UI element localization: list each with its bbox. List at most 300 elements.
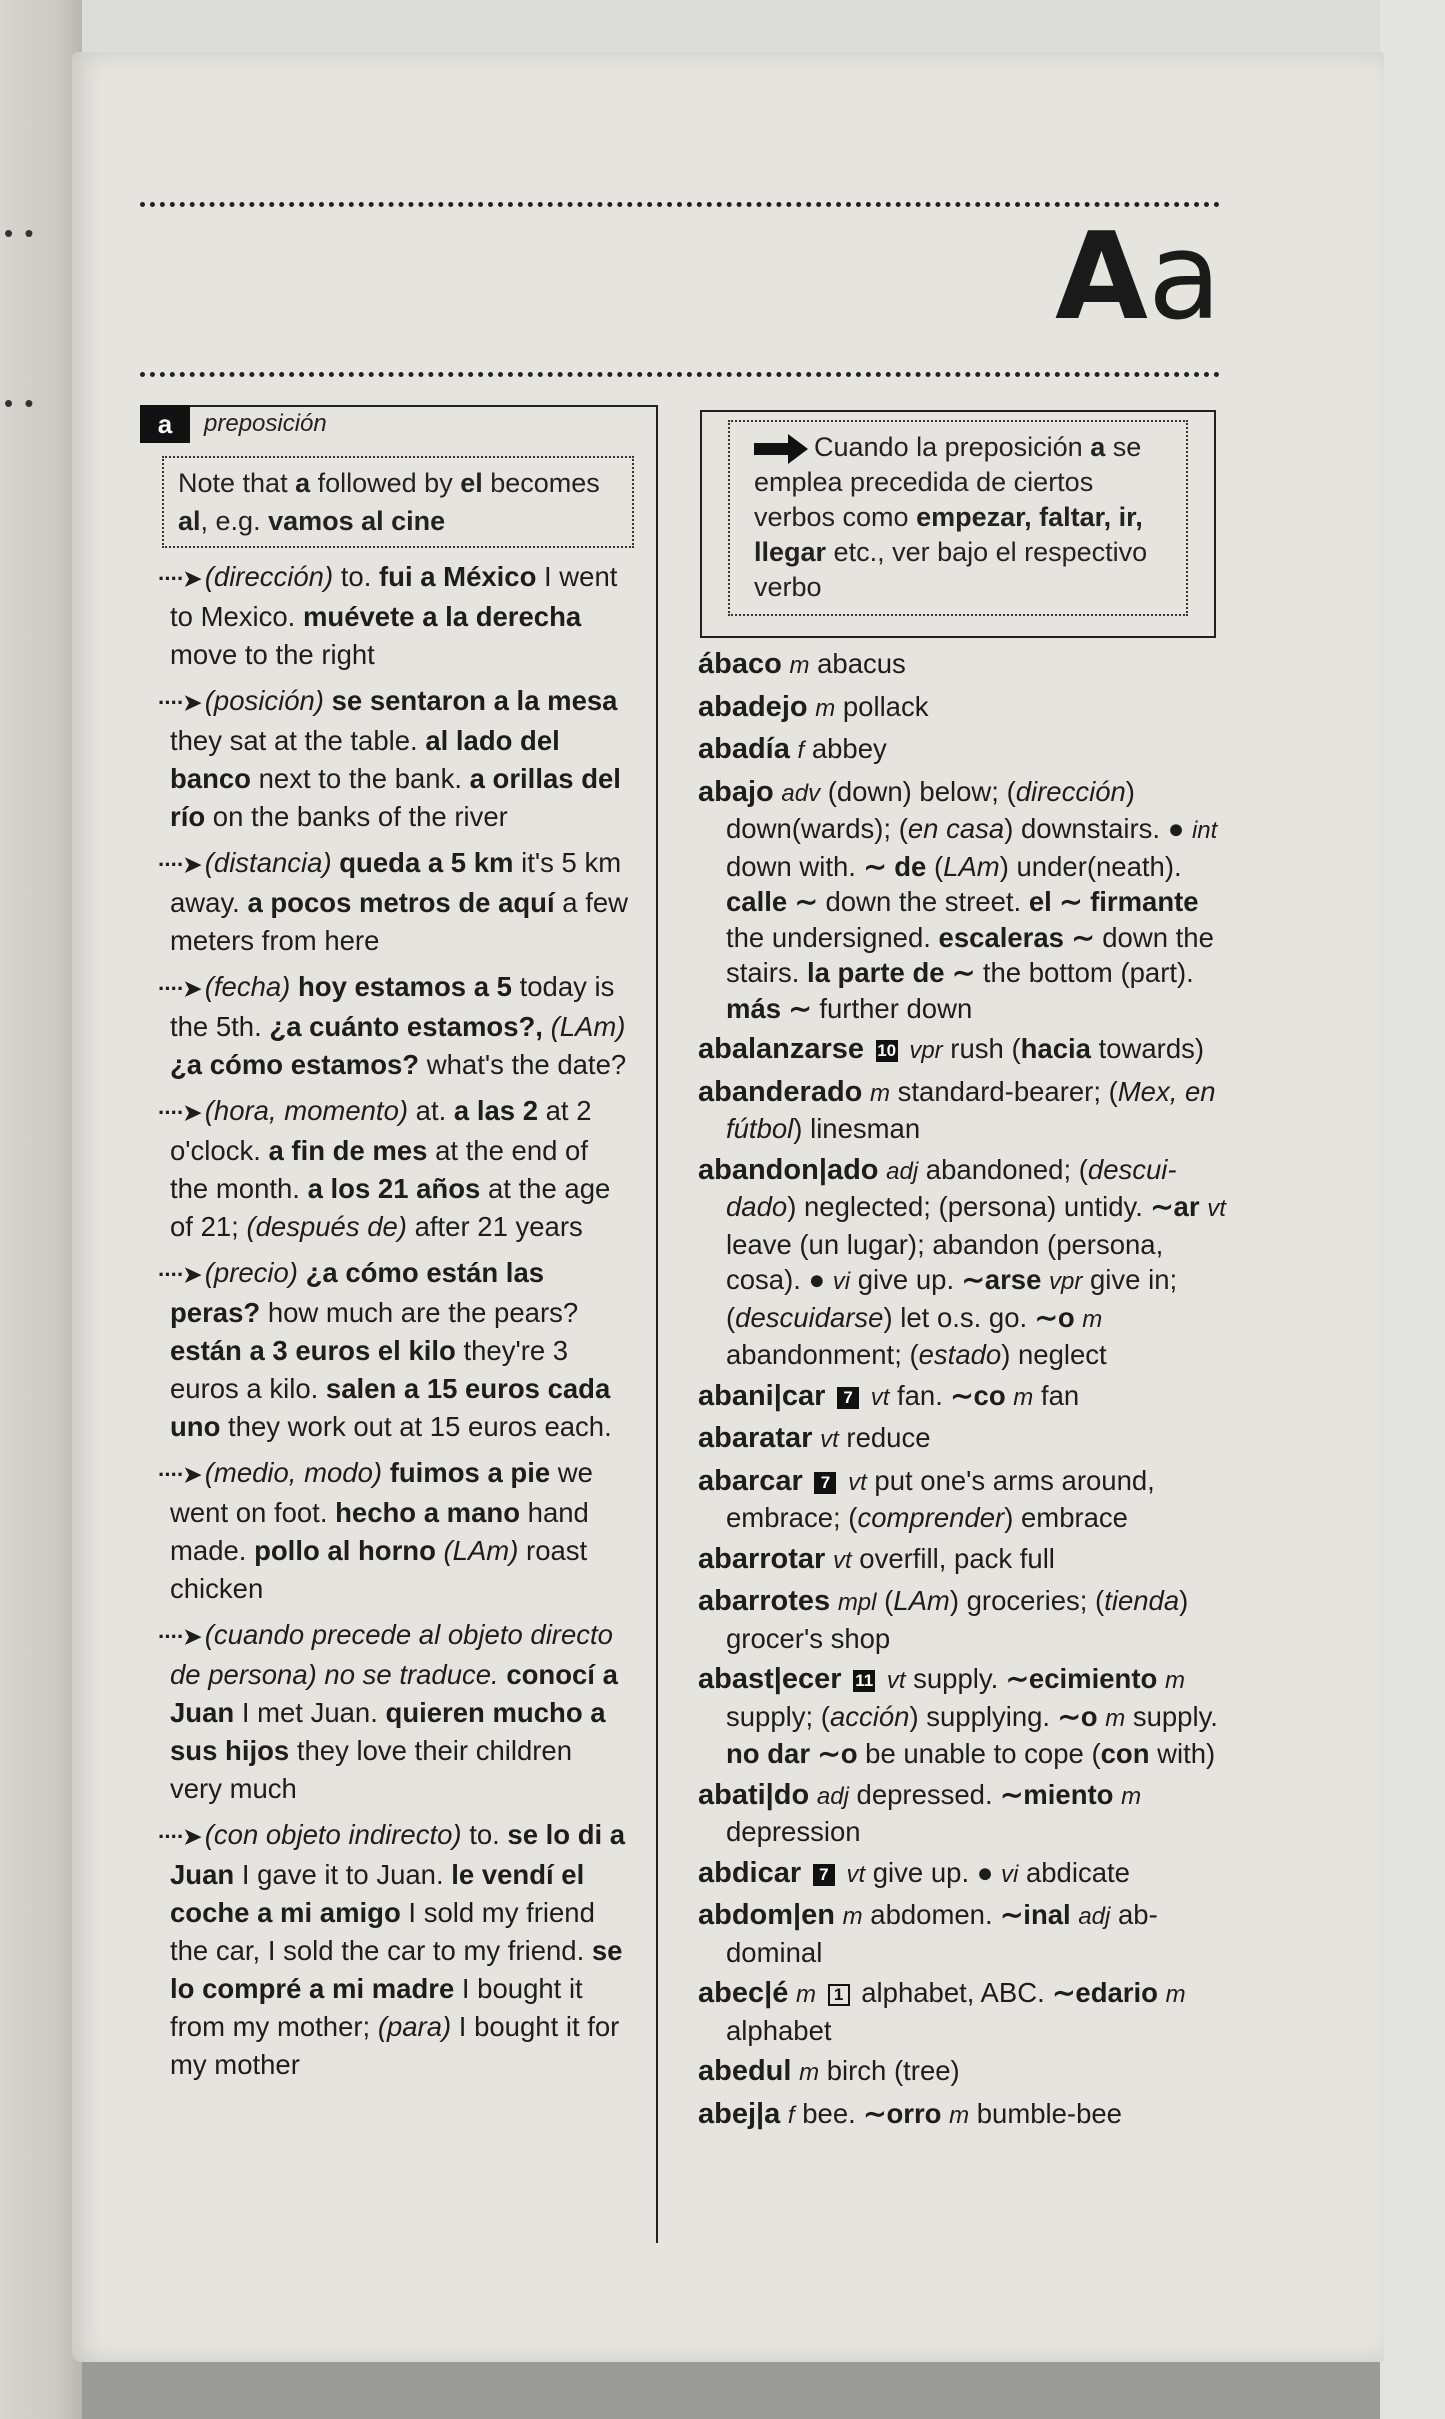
phrase: ¿a cómo estamos? <box>170 1049 420 1080</box>
text-run: they love their children very much <box>170 1735 572 1804</box>
text-run: ) supplying. <box>909 1700 1058 1732</box>
text-run: at the end of the month. <box>170 1135 588 1204</box>
phrase: el <box>460 468 483 498</box>
phrase: se lo di a Juan <box>170 1819 626 1890</box>
grammar-label: m <box>795 1981 816 2008</box>
text-run <box>863 1380 871 1411</box>
headword: abandon|ado <box>698 1153 879 1186</box>
gloss-note: (para) <box>377 2011 452 2042</box>
conjugation-number-badge: 7 <box>837 1387 859 1409</box>
arrow-right-icon <box>754 438 806 460</box>
text-run: I bought it from my mother; <box>170 1973 583 2042</box>
text-run: on the banks of the river <box>205 801 508 832</box>
reference-text <box>754 432 1147 602</box>
text-run: abacus <box>809 648 906 679</box>
grammar-label: m <box>1164 1667 1185 1694</box>
headword: abec|é <box>698 1977 789 2009</box>
text-run: ) under(neath). <box>999 850 1182 882</box>
section-letter <box>1055 208 1222 348</box>
dotted-rule-top <box>140 202 1220 207</box>
text-run: bumble-bee <box>969 2097 1122 2129</box>
gloss-note: comprender <box>857 1502 1005 1533</box>
text-run <box>290 971 298 1002</box>
phrase: a las 2 <box>453 1095 538 1126</box>
grammar-label: vt <box>848 1468 867 1496</box>
phrase: empezar, faltar, ir, llegar <box>754 502 1143 567</box>
sense-arrow-icon: ····➤ <box>158 1824 201 1849</box>
text-run: be unable to cope ( <box>857 1738 1101 1769</box>
sense-arrow-icon: ····➤ <box>158 976 201 1001</box>
text-run: give up. ● <box>865 1856 1001 1888</box>
text-run: how much are the pears? <box>260 1297 579 1328</box>
text-run: at the age of 21; <box>170 1173 611 1242</box>
text-run <box>803 1465 811 1496</box>
gloss-note: LAm <box>893 1585 950 1616</box>
dictionary-entry <box>698 774 1228 1027</box>
text-run <box>879 1663 887 1694</box>
text-run: further down <box>811 992 973 1024</box>
text-run <box>788 1977 796 2008</box>
text-run <box>842 1663 850 1694</box>
headword: abarrotes <box>698 1585 831 1617</box>
sense-item <box>158 1454 628 1608</box>
background-right <box>1380 0 1445 2419</box>
gloss-note: (cuando precede al objeto directo de persona) no se traduce. <box>170 1619 613 1690</box>
phrase: ¿a cómo están las peras? <box>170 1257 545 1328</box>
phrase: le vendí el coche a mi amigo <box>170 1859 585 1928</box>
phrase: fui a México <box>378 561 537 592</box>
gloss-note: (después de) <box>246 1211 407 1242</box>
text-run <box>840 1465 848 1496</box>
text-run: give in; ( <box>726 1264 1178 1333</box>
phrase: con <box>1100 1738 1150 1769</box>
grammar-label: m <box>949 2101 970 2129</box>
headword: abani|car <box>698 1379 826 1412</box>
text-run: ) downstairs. ● <box>1004 813 1192 844</box>
phrase: ∼miento <box>1000 1778 1114 1810</box>
gloss-note: estado <box>918 1339 1002 1370</box>
grammar-label: adj <box>886 1157 919 1185</box>
grammar-label: adj <box>816 1782 849 1810</box>
sense-item <box>158 1092 628 1246</box>
phrase: a los 21 años <box>307 1173 481 1204</box>
grammar-label: adj <box>1078 1903 1111 1930</box>
sense-item <box>158 968 628 1084</box>
grammar-label: vt <box>832 1546 852 1574</box>
gloss-note: (fecha) <box>204 971 291 1002</box>
conjugation-number-badge: 1 <box>828 1984 850 2006</box>
phrase: no dar ∼o <box>726 1738 858 1769</box>
sense-item <box>158 1816 628 2084</box>
dictionary-entry <box>698 689 1228 727</box>
headword: abdom|en <box>698 1899 836 1931</box>
text-run: etc., ver bajo el respectivo verbo <box>754 537 1148 602</box>
margin-dots: • • <box>4 218 36 248</box>
text-run: followed by <box>310 468 461 498</box>
text-run: I met Juan. <box>234 1697 386 1728</box>
gloss-note: descuidado <box>726 1153 1177 1222</box>
phrase: ∼o <box>1057 1700 1098 1732</box>
text-run <box>825 1543 833 1574</box>
sense-item <box>158 1254 628 1446</box>
phrase: a fin de mes <box>268 1135 428 1166</box>
dictionary-entry <box>698 1031 1228 1069</box>
text-run: at 2 o'clock. <box>170 1095 592 1166</box>
dictionary-entry <box>698 1378 1228 1416</box>
text-run <box>825 1380 833 1411</box>
text-run: alphabet, ABC. <box>853 1977 1053 2008</box>
grammar-label: vi <box>832 1268 851 1295</box>
text-run <box>1113 1779 1121 1810</box>
gloss-note: (LAm) <box>443 1535 519 1566</box>
sense-item <box>158 844 628 960</box>
phrase: fuimos a pie <box>389 1457 551 1488</box>
text-run: Note that <box>178 468 296 498</box>
text-run: depression <box>726 1816 861 1847</box>
phrase: se lo compré a mi madre <box>170 1935 623 2004</box>
headword-a: a <box>140 405 190 443</box>
headword: abarrotar <box>698 1542 826 1575</box>
text-run: hand made. <box>170 1497 589 1566</box>
text-run: ( <box>926 850 944 882</box>
gloss-note: (hora, momento) <box>204 1095 409 1126</box>
text-run: supply. <box>905 1663 1006 1694</box>
text-run <box>941 2098 949 2129</box>
text-run: reduce <box>838 1422 931 1453</box>
text-run <box>879 1154 887 1185</box>
text-run <box>791 2055 799 2086</box>
dictionary-entry <box>698 1074 1228 1147</box>
gloss-note: tienda <box>1104 1585 1180 1616</box>
grammar-label: vt <box>886 1667 906 1694</box>
text-run: down the stairs. <box>726 921 1214 988</box>
text-run: (down) below; ( <box>820 775 1016 807</box>
text-run <box>809 1779 817 1810</box>
dictionary-entry <box>698 1975 1228 2048</box>
text-run: it's 5 km away. <box>170 847 622 918</box>
text-run <box>830 1585 838 1616</box>
dictionary-entry <box>698 2096 1228 2134</box>
phrase: al <box>178 506 201 536</box>
text-run <box>1158 1977 1166 2008</box>
text-run <box>543 1011 551 1042</box>
gloss-note: (precio) <box>204 1257 298 1288</box>
headword: abanderado <box>698 1075 863 1108</box>
phrase: la parte de ∼ <box>806 957 976 988</box>
phrase: a orillas del río <box>170 763 621 832</box>
dictionary-entry <box>698 1420 1228 1458</box>
text-run: supply; ( <box>726 1700 830 1732</box>
sense-arrow-icon: ····➤ <box>158 1262 201 1287</box>
phrase: ∼o <box>1034 1301 1075 1333</box>
text-run: they're 3 euros a kilo. <box>170 1335 569 1404</box>
headword: abalanzarse <box>698 1033 865 1065</box>
phrase: ∼orro <box>863 2097 942 2129</box>
phrase: queda a 5 km <box>339 847 514 878</box>
phrase: están a 3 euros el kilo <box>170 1335 456 1366</box>
text-run: ) let o.s. go. <box>883 1301 1035 1333</box>
dictionary-entry <box>698 646 1228 684</box>
text-run: se emplea precedida de ciertos verbos como <box>754 432 1142 532</box>
phrase: a pocos metros de aquí <box>247 887 555 918</box>
text-run: we went on foot. <box>170 1457 593 1528</box>
phrase: muévete a la derecha <box>302 601 582 632</box>
sense-arrow-icon: ····➤ <box>158 690 201 715</box>
text-run: , e.g. <box>200 506 269 536</box>
text-run <box>801 1857 809 1888</box>
text-run: overfill, pack full <box>851 1542 1055 1574</box>
text-run: ) linesman <box>793 1113 921 1144</box>
text-run: ) grocer's shop <box>726 1585 1189 1654</box>
text-run: pollack <box>835 690 929 722</box>
dotted-rule-bottom <box>140 372 1220 377</box>
text-run <box>816 1977 824 2008</box>
entry-a-header <box>140 405 327 443</box>
text-run: fan. <box>889 1379 951 1411</box>
dictionary-entry <box>698 1583 1228 1656</box>
sense-arrow-icon: ····➤ <box>158 1462 201 1487</box>
text-run: down with. <box>726 850 864 882</box>
phrase: a <box>1090 432 1106 462</box>
headword: ábaco <box>698 648 782 680</box>
previous-page-edge <box>0 0 82 2419</box>
text-run: alphabet <box>726 2014 832 2046</box>
dictionary-entry <box>698 1152 1228 1373</box>
text-run: the undersigned. <box>726 921 939 953</box>
grammar-label: vi <box>1000 1860 1019 1888</box>
phrase: hecho a mano <box>335 1497 521 1528</box>
phrase: hoy estamos a 5 <box>297 971 512 1002</box>
grammar-label: vpr <box>909 1037 943 1064</box>
phrase: ∼co <box>950 1379 1006 1411</box>
sense-item <box>158 558 628 674</box>
text-run: I sold my friend the car, I sold the car to my friend. <box>170 1897 595 1966</box>
phrase: se sentaron a la mesa <box>331 685 618 716</box>
sense-item <box>158 1616 628 1808</box>
text-run <box>1157 1663 1165 1694</box>
phrase: ∼inal <box>1000 1899 1071 1930</box>
gloss-note: (LAm) <box>550 1011 626 1042</box>
text-run <box>812 1422 820 1453</box>
text-run: I went to Mexico. <box>170 561 618 632</box>
text-run: put one's arms around, embrace; ( <box>726 1464 1155 1533</box>
dictionary-entry <box>698 1897 1228 1970</box>
text-run: becomes <box>482 468 600 498</box>
text-run: abandonment; ( <box>726 1339 919 1370</box>
gloss-note: en casa <box>907 813 1005 844</box>
entry-list <box>698 646 1228 2138</box>
reference-note <box>728 420 1188 616</box>
sense-arrow-icon: ····➤ <box>158 566 201 591</box>
grammar-label: f <box>797 737 805 764</box>
grammar-label: m <box>1165 1981 1186 2008</box>
gloss-note: descuidarse <box>735 1301 884 1333</box>
dictionary-entry <box>698 731 1228 769</box>
text-run <box>436 1535 444 1566</box>
text-run: abbey <box>804 733 887 764</box>
grammar-label: m <box>1013 1383 1034 1411</box>
headword: abaratar <box>698 1422 813 1454</box>
dictionary-entry <box>698 1777 1228 1850</box>
text-run: fan <box>1033 1379 1080 1411</box>
phrase: pollo al horno <box>254 1535 436 1566</box>
text-run: what's the date? <box>419 1049 627 1080</box>
text-run <box>780 2098 788 2129</box>
dictionary-entry <box>698 1855 1228 1893</box>
text-run <box>864 1033 872 1064</box>
dictionary-entry <box>698 1463 1228 1536</box>
text-run: to. <box>461 1819 508 1850</box>
phrase: vamos al cine <box>268 506 446 536</box>
grammar-label: m <box>1105 1704 1126 1732</box>
phrase: más ∼ <box>726 992 812 1024</box>
conjugation-number-badge: 7 <box>813 1864 835 1886</box>
text-run: ) down(wards); ( <box>726 775 1135 844</box>
gloss-note: (dirección) <box>204 561 334 592</box>
grammar-label: vt <box>1207 1195 1226 1222</box>
dictionary-entry <box>698 1661 1228 1772</box>
gloss-note: (distancia) <box>204 847 332 878</box>
headword: abedul <box>698 2055 792 2087</box>
phrase: ∼ de <box>863 850 927 882</box>
letter-upper: A <box>1055 208 1148 347</box>
text-run: to. <box>333 561 379 592</box>
text-run: birch (tree) <box>819 2055 960 2086</box>
phrase: al lado del banco <box>170 725 560 794</box>
sense-arrow-icon: ····➤ <box>158 1100 201 1125</box>
dictionary-entry <box>698 1541 1228 1579</box>
headword: abarcar <box>698 1464 803 1497</box>
gloss-note: dirección <box>1015 775 1126 807</box>
grammar-label: mpl <box>837 1589 877 1616</box>
grammar-label: vt <box>846 1860 866 1888</box>
headword: abdicar <box>698 1856 802 1889</box>
grammar-label: vt <box>820 1426 839 1453</box>
margin-dots: • • <box>4 388 36 418</box>
grammar-label: m <box>842 1903 863 1930</box>
text-run: abdicate <box>1018 1856 1130 1888</box>
text-run: they sat at the table. <box>170 725 426 756</box>
text-run: I gave it to Juan. <box>234 1859 452 1890</box>
gloss-note: (posición) <box>204 685 324 716</box>
grammar-label: vt <box>870 1383 890 1411</box>
gloss-note: (medio, modo) <box>204 1457 383 1488</box>
usage-note <box>162 456 634 548</box>
dictionary-entry <box>698 2053 1228 2091</box>
grammar-label: f <box>787 2101 795 2129</box>
text-run: abdomen. <box>862 1899 1001 1930</box>
text-run: standard-bearer; ( <box>890 1075 1118 1107</box>
phrase: quieren mucho a sus hijos <box>170 1697 606 1766</box>
phrase: ∼ecimiento <box>1005 1663 1158 1694</box>
phrase: escaleras ∼ <box>938 921 1095 953</box>
text-run: ) embrace <box>1004 1502 1128 1533</box>
text-run: a few meters from here <box>170 887 628 956</box>
text-run: move to the right <box>170 639 375 670</box>
sense-item <box>158 682 628 836</box>
text-run <box>1041 1264 1049 1295</box>
grammar-label: m <box>789 652 810 679</box>
text-run <box>382 1457 390 1488</box>
text-run: ) groceries; ( <box>949 1585 1105 1616</box>
text-run: rush ( <box>942 1033 1021 1064</box>
sense-list <box>158 558 628 2092</box>
phrase: hacia <box>1020 1033 1091 1064</box>
text-run: Cuando la preposición <box>814 432 1091 462</box>
text-run: today is the 5th. <box>170 971 615 1042</box>
headword: abej|a <box>698 2097 781 2130</box>
headword: abast|ecer <box>698 1663 842 1695</box>
text-run: after 21 years <box>406 1211 583 1242</box>
text-run <box>324 685 332 716</box>
grammar-label: m <box>870 1079 891 1107</box>
phrase: a <box>295 468 311 498</box>
conjugation-number-badge: 11 <box>853 1670 875 1692</box>
sense-arrow-icon: ····➤ <box>158 1624 201 1649</box>
headword: abadejo <box>698 690 808 723</box>
conjugation-number-badge: 7 <box>814 1472 836 1494</box>
text-run: at. <box>408 1095 454 1126</box>
text-run: ) neglect <box>1001 1339 1107 1370</box>
headword: abadía <box>698 733 790 765</box>
grammar-label: int <box>1191 817 1218 844</box>
grammar-label: m <box>799 2059 820 2086</box>
text-run: the bottom (part). <box>975 957 1194 988</box>
text-run: abdominal <box>726 1899 1158 1968</box>
text-run: supply. <box>1125 1700 1218 1732</box>
headword: abati|do <box>698 1778 810 1811</box>
gloss-note: (con objeto indirecto) <box>204 1819 462 1850</box>
text-run: ( <box>876 1585 894 1616</box>
phrase: ¿a cuánto estamos?, <box>269 1011 543 1042</box>
phrase: el ∼ firmante <box>1028 886 1199 917</box>
phrase: salen a 15 euros cada uno <box>170 1373 611 1442</box>
text-run <box>298 1257 306 1288</box>
text-run: towards) <box>1090 1033 1205 1064</box>
grammar-label: m <box>1082 1305 1103 1333</box>
text-run: bee. <box>794 2097 864 2129</box>
sense-arrow-icon: ····➤ <box>158 852 201 877</box>
phrase: ∼ar <box>1150 1191 1200 1222</box>
text-run: with) <box>1149 1738 1216 1769</box>
text-run: give up. <box>850 1264 962 1295</box>
letter-lower: a <box>1147 208 1222 347</box>
text-run: next to the bank. <box>250 763 470 794</box>
text-run <box>790 733 798 764</box>
text-run: depressed. <box>848 1778 1001 1810</box>
phrase: ∼edario <box>1052 1977 1158 2008</box>
gloss-note: Mex, en fútbol <box>726 1075 1216 1144</box>
text-run: abandoned; ( <box>918 1153 1088 1185</box>
phrase: conocí a Juan <box>170 1659 618 1728</box>
part-of-speech: preposición <box>204 410 327 437</box>
text-run <box>862 1076 870 1107</box>
headword: abajo <box>698 775 774 808</box>
text-run: they work out at 15 euros each. <box>220 1411 612 1442</box>
text-run: leave (un lugar); abandon (persona, cosa). ● <box>726 1228 1164 1295</box>
text-run: down the street. <box>817 886 1029 917</box>
conjugation-number-badge: 10 <box>877 1041 897 1060</box>
phrase: ∼arse <box>961 1264 1042 1295</box>
phrase: calle ∼ <box>726 886 818 917</box>
text-run: ) neglected; (persona) untidy. <box>787 1191 1151 1222</box>
grammar-label: vpr <box>1049 1268 1083 1295</box>
text-run <box>835 1899 843 1930</box>
grammar-label: adv <box>781 779 821 807</box>
gloss-note: LAm <box>943 850 1000 882</box>
gloss-note: acción <box>829 1700 910 1732</box>
text-run: roast chicken <box>170 1535 588 1604</box>
